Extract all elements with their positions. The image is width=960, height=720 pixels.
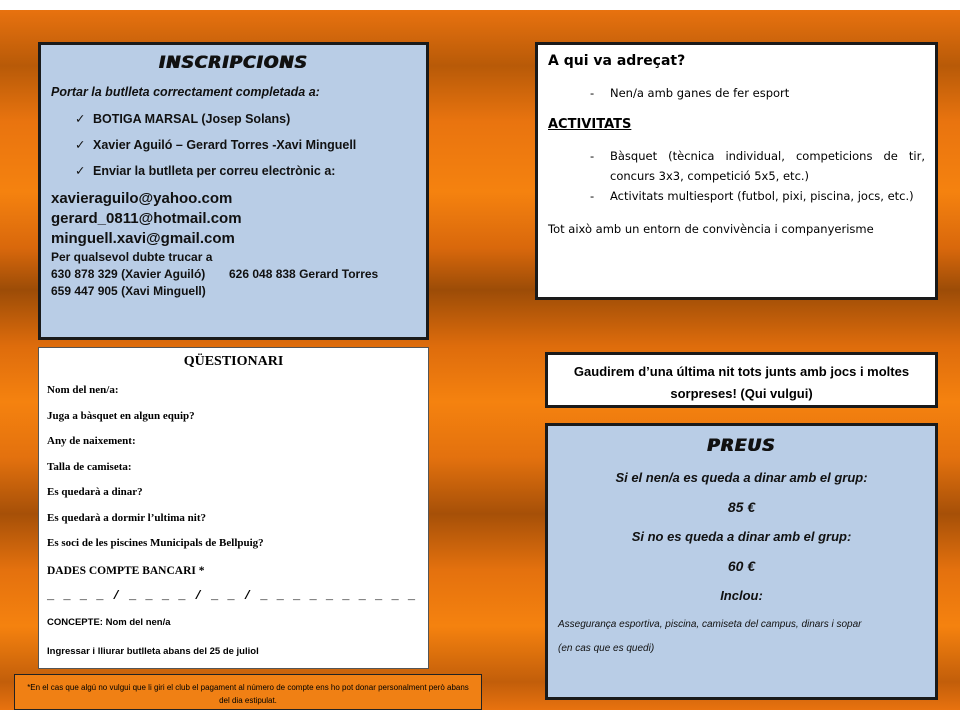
inscripcions-title: INSCRIPCIONS (159, 53, 308, 73)
price-value: 85 € (727, 499, 756, 515)
activitats-list (548, 146, 925, 206)
list-item-label: Enviar la butlleta per correu electrònic a: (93, 164, 336, 178)
list-item: - Nen/a amb ganes de fer esport (590, 83, 925, 103)
includes-text: Assegurança esportiva, piscina, camiseta del campus, dinars i sopar (558, 619, 862, 630)
target-list (548, 83, 925, 103)
form-question: Es soci de les piscines Municipals de Bellpuig? (47, 537, 264, 549)
bank-account-lines: _ _ _ _ / _ _ _ _ / _ _ / _ _ _ _ _ _ _ _ _ _ (47, 588, 417, 603)
preus-title: PREUS (707, 436, 776, 456)
activitats-title: ACTIVITATS (548, 117, 632, 132)
checkmark-icon: ✓ (75, 138, 86, 152)
list-item (75, 137, 416, 152)
form-question: Nom del nen/a: (47, 384, 119, 396)
includes-list (558, 613, 925, 661)
inscripcions-intro: Portar la butlleta correctament completada a: (51, 85, 320, 99)
bank-label: DADES COMPTE BANCARI * (47, 564, 205, 577)
preus-panel (545, 423, 938, 700)
email-link[interactable]: xavieraguilo@yahoo.com (51, 190, 233, 207)
form-question: Es quedarà a dinar? (47, 486, 143, 498)
includes-note: (en cas que es quedi) (558, 643, 655, 654)
phone-number: 626 048 838 Gerard Torres (229, 267, 379, 281)
email-link[interactable]: minguell.xavi@gmail.com (51, 230, 235, 247)
adrecat-title: A qui va adreçat? (548, 53, 686, 69)
email-list (51, 189, 416, 249)
inclou-label: Inclou: (720, 588, 763, 603)
questionari-title: QÜESTIONARI (183, 354, 284, 369)
price-condition: Si no es queda a dinar amb el grup: (631, 529, 852, 544)
adrecat-panel (535, 42, 938, 300)
flyer-background (0, 10, 960, 710)
phone-number: 630 878 329 (Xavier Aguiló) (51, 267, 206, 281)
form-question: Juga a bàsquet en algun equip? (47, 409, 195, 422)
phone-list (51, 266, 416, 283)
checkmark-icon: ✓ (75, 112, 86, 126)
list-item-label: BOTIGA MARSAL (Josep Solans) (93, 112, 291, 126)
adrecat-footer: Tot això amb un entorn de convivència i companyerisme (548, 222, 874, 236)
inscripcions-panel (38, 42, 429, 340)
gaudirem-banner: Gaudirem d’una última nit tots junts amb jocs i moltes sorpreses! (Qui vulgui) (545, 352, 938, 408)
phone-number: 659 447 905 (Xavi Minguell) (51, 284, 206, 298)
doubt-text: Per qualsevol dubte trucar a (51, 250, 213, 264)
list-item-label: Xavier Aguiló – Gerard Torres -Xavi Minguell (93, 138, 357, 152)
list-item (75, 163, 416, 178)
list-item: - Bàsquet (tècnica individual, competicions de tir, concurs 3x3, competició 5x5, etc.) (590, 146, 925, 186)
deadline-text: Ingressar i lliurar butlleta abans del 25 de juliol (47, 645, 259, 657)
price-value: 60 € (727, 558, 756, 574)
inscripcions-list (51, 111, 416, 178)
form-question: Talla de camiseta: (47, 460, 132, 473)
checkmark-icon: ✓ (75, 164, 86, 178)
price-condition: Si el nen/a es queda a dinar amb el grup: (615, 470, 868, 485)
list-item: - Activitats multiesport (futbol, pixi, piscina, jocs, etc.) (590, 186, 925, 206)
email-link[interactable]: gerard_0811@hotmail.com (51, 210, 242, 227)
form-question: Es quedarà a dormir l’ultima nit? (47, 511, 207, 524)
form-question: Any de naixement: (47, 435, 136, 447)
payment-note: *En el cas que algú no vulgui que li giri el club el pagament al número de compte ens ho pot donar personalment però abans del dia estipulat. (14, 674, 482, 710)
questionari-form (38, 347, 429, 669)
list-item (75, 111, 416, 126)
concepte-text: CONCEPTE: Nom del nen/a (47, 616, 171, 628)
